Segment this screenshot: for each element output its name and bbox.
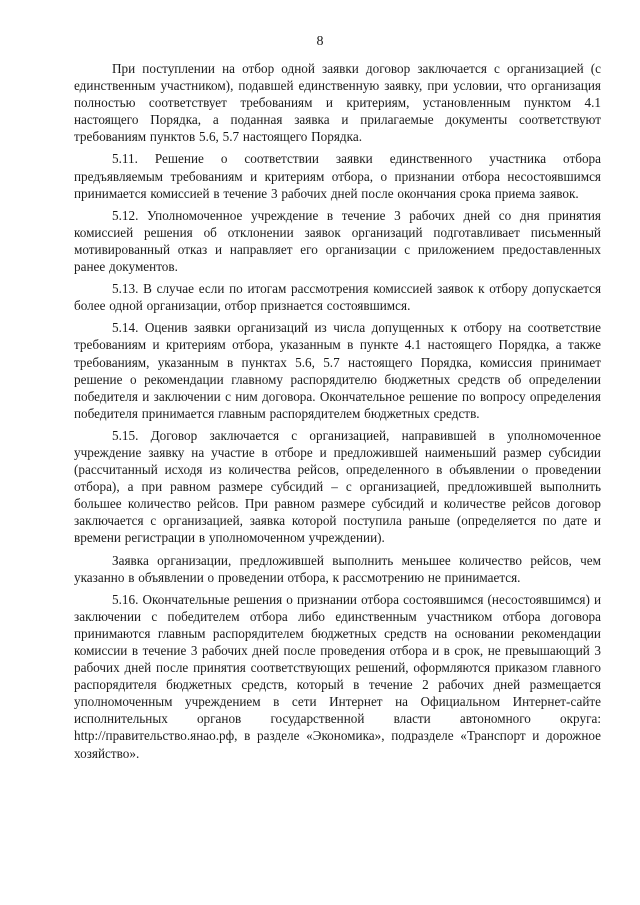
paragraph-5-13 [74,280,601,314]
paragraph-fewer-trips [74,552,601,586]
paragraph-number: 5.16. [112,591,139,607]
government-website-link: http://правительство.янао.рф [74,728,235,744]
paragraph-text: Договор заключается с организацией, направившей в уполномоченное учреждение заявку на участие в отборе и предложившей наименьший размер субсидии (рассчитанный исходя из количества рейсов, определенного в объявлении о проведении отбора), а при равном размере субсидий – с организацией, предложившей выполнить большее количество рейсов. При равном размере субсидий и количестве рейсов договор заключается с организацией, заявка которой поступила раньше (определяется по дате и времени регистрации в уполномоченном учреждении). [74,427,601,546]
paragraph-5-11 [74,150,601,201]
paragraph-number: 5.11. [112,151,138,167]
paragraph-5-14 [74,319,601,422]
paragraph-number: 5.14. [112,320,139,336]
paragraph-number: 5.13. [112,281,139,297]
paragraph-5-12 [74,207,601,275]
paragraph-text: Оценив заявки организаций из числа допущенных к отбору на соответствие требованиям и критериям отбора, указанным в пункте 4.1 настоящего Порядка, а также требованиям, указанным в пунктах 5.6, 5.7 настоящего Порядка, комиссия принимает решение о рекомендации главному распорядителю бюджетных средств об определении победителя и заключении с ним договора. Окончательное решение по вопросу определения победителя принимается главным распорядителем бюджетных средств. [74,320,602,421]
paragraph-single-application [74,60,601,145]
paragraph-text: Заявка организации, предложившей выполнить меньшее количество рейсов, чем указанно в объявлении о проведении отбора, к рассмотрению не принимается. [74,552,601,585]
document-body [74,60,601,767]
paragraph-5-15 [74,427,601,547]
paragraph-text: Окончательные решения о признании отбора состоявшимся (несостоявшимся) и заключении с победителем отбора либо единственным участником отбора договора принимаются главным распорядителем бюджетных средств на основании рекомендации комиссии в течение 3 рабочих дней после проведения отбора и в срок, не превышающий 3 рабочих дней после принятия соответствующих решений, оформляются приказом главного распорядителя бюджетных средств, который в течение 2 рабочих дней размещается уполномоченным учреждением в сети Интернет на Официальном Интернет-сайте исполнительных органов государственной власти автономного округа: [74,591,601,727]
paragraph-number: 5.12. [112,207,139,223]
paragraph-number: 5.15. [112,427,139,443]
paragraph-text-after-link: , в разделе «Экономика», подразделе «Транспорт и дорожное хозяйство». [74,728,601,761]
page-number: 8 [316,34,324,49]
paragraph-text: Уполномоченное учреждение в течение 3 рабочих дней со дня принятия комиссией решения об отклонении заявок организаций подготавливает письменный мотивированный отказ и направляет его организации с приложением предоставленных ранее документов. [74,207,601,275]
paragraph-text: При поступлении на отбор одной заявки договор заключается с организацией (с единственным участником), подавшей единственную заявку, при условии, что организация полностью соответствует требованиям и критериям, установленным пунктом 4.1 настоящего Порядка, а поданная заявка и прилагаемые документы соответствуют требованиям пунктов 5.6, 5.7 настоящего Порядка. [74,61,601,145]
paragraph-text: Решение о соответствии заявки единственного участника отбора предъявляемым требованиям и критериям отбора, о признании отбора несостоявшимся принимается комиссией в течение 3 рабочих дней после окончания срока приема заявок. [74,151,601,201]
paragraph-text: В случае если по итогам рассмотрения комиссией заявок к отбору допускается более одной организации, отбор признается состоявшимся. [74,281,602,314]
paragraph-5-16 [74,591,601,762]
